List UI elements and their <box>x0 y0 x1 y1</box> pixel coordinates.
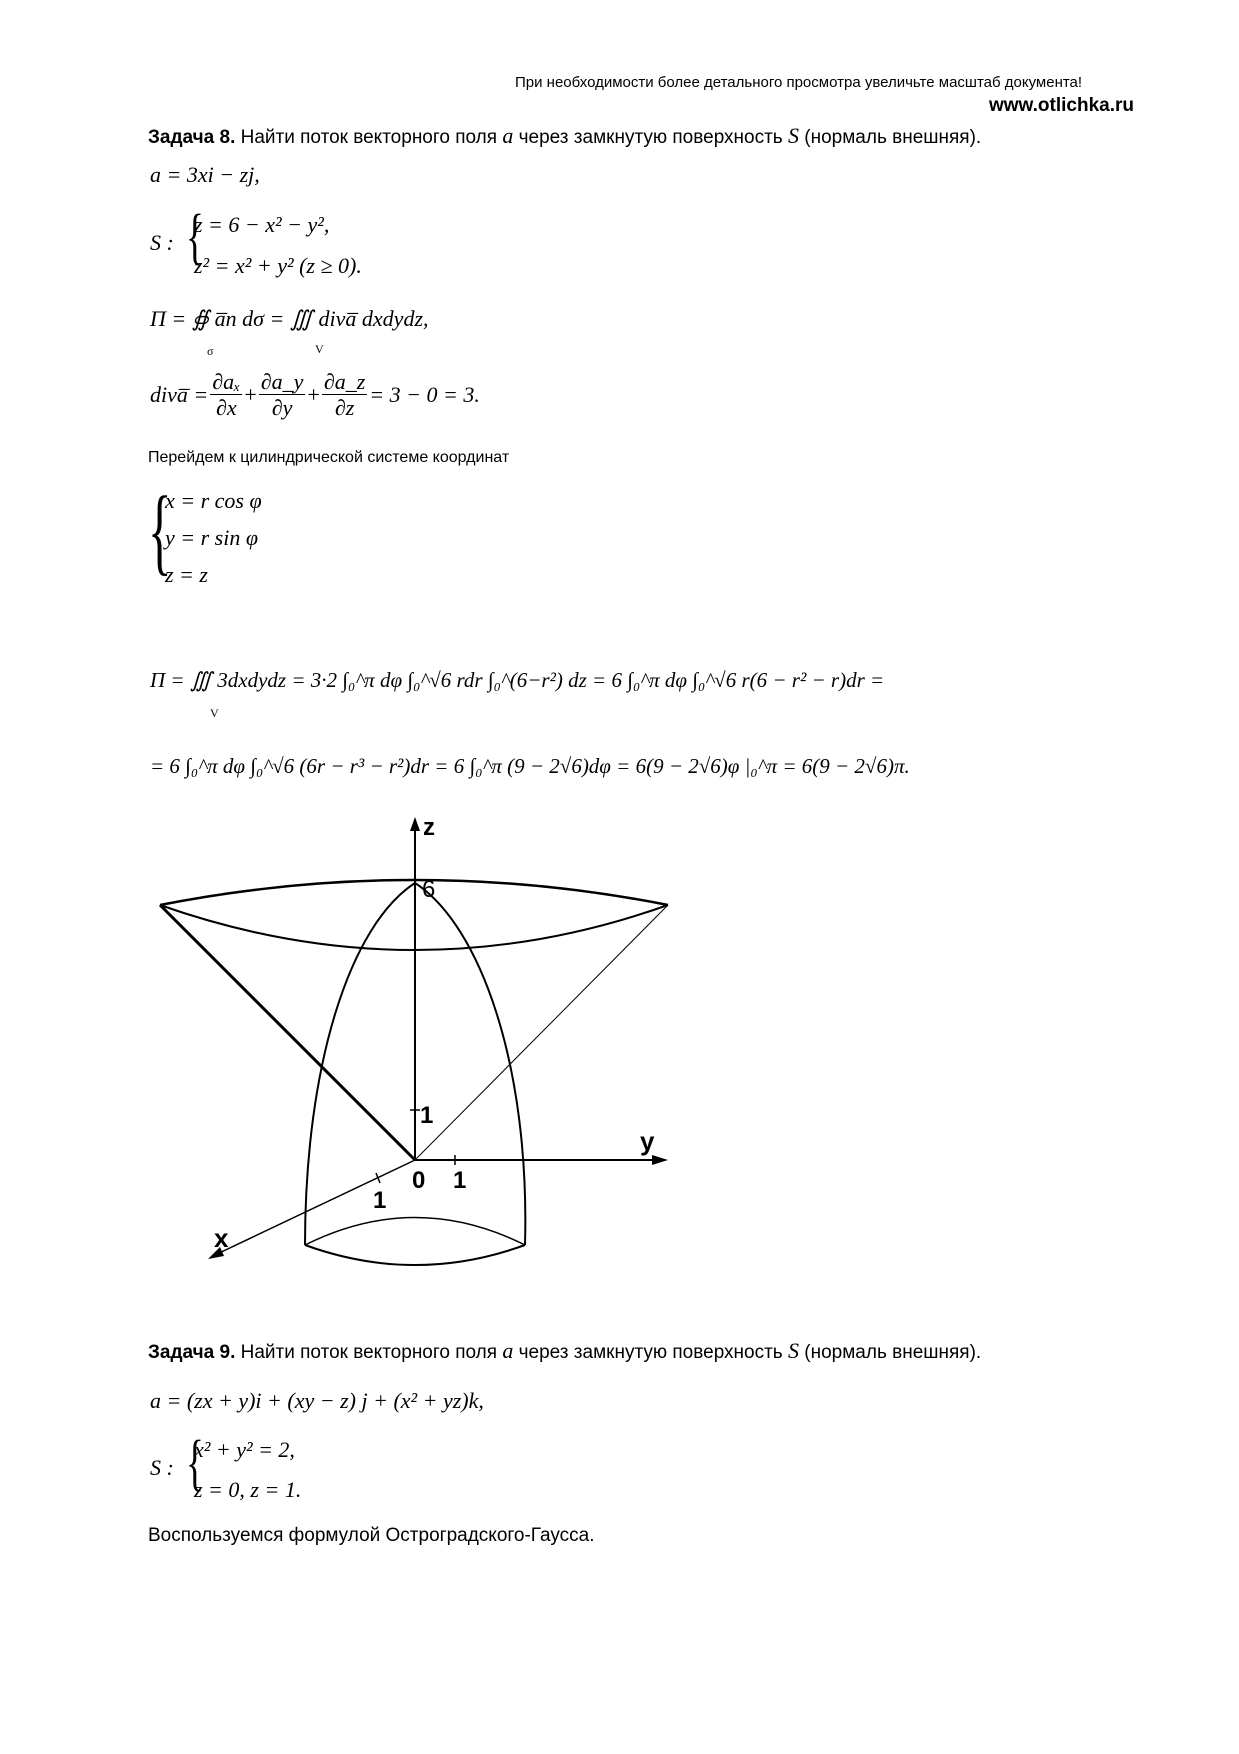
task8-integral-line-1: Π = ∭ 3dxdydz = 3·2 ∫₀^π dφ ∫₀^√6 rdr ∫₀^(6−r²) dz = 6 ∫₀^π dφ ∫₀^√6 r(6 − r² − r)dr = <box>150 668 885 692</box>
div-term-2-den: ∂y <box>271 395 293 421</box>
task8-flux-sub-v: V <box>315 342 324 356</box>
div-term-3-den: ∂z <box>334 395 355 421</box>
task8-surface-eq1: z = 6 − x² − y², <box>194 212 330 237</box>
task9-closing: Воспользуемся формулой Остроградского-Гаусса. <box>148 1525 595 1546</box>
header-note: При необходимости более детального просмотра увеличьте масштаб документа! <box>515 74 1083 91</box>
task9-text-2: через замкнутую поверхность <box>518 1342 783 1363</box>
div-term-2 <box>259 370 306 420</box>
task9-text-3: (нормаль внешняя). <box>804 1342 982 1363</box>
task8-flux-line: Π = ∯ a̅n dσ = ∭ diva̅ dxdydz, <box>150 306 429 331</box>
task9-surface-label: S : <box>150 1455 174 1480</box>
site-name: www.otlichka.ru <box>989 95 1134 116</box>
axis-z-label: z <box>423 815 435 841</box>
axis-y-label: y <box>640 1126 655 1156</box>
task9-field: a = (zx + y)i + (xy − z) j + (x² + yz)k, <box>150 1388 484 1413</box>
task8-integral-sub-v: V <box>210 706 219 720</box>
brace-icon: { <box>185 1429 204 1497</box>
task9-var-a: a <box>502 1338 514 1363</box>
task8-surface-label: S : <box>150 230 174 255</box>
task8-text-2: через замкнутую поверхность <box>518 127 783 148</box>
div-term-1-den: ∂x <box>215 395 237 421</box>
task8-cyl-text: Перейдем к цилиндрической системе координат <box>148 449 510 466</box>
label-1-x: 1 <box>373 1187 387 1214</box>
task8-cyl-eq3: z = z <box>165 562 208 587</box>
div-lhs: diva̅ = <box>150 382 209 408</box>
brace-icon: { <box>185 203 204 271</box>
task8-var-a: a <box>502 123 514 148</box>
task9-statement <box>148 1338 981 1364</box>
task8-surface-eq2: z² = x² + y² (z ≥ 0). <box>194 253 362 278</box>
task8-field: a = 3xi − zj, <box>150 162 260 187</box>
label-1-y: 1 <box>453 1167 467 1194</box>
axis-x-label: x <box>214 1223 229 1253</box>
task8-text-1: Найти поток векторного поля <box>240 127 498 148</box>
task9-var-S: S <box>788 1338 799 1363</box>
task8-integral-line-2: = 6 ∫₀^π dφ ∫₀^√6 (6r − r³ − r²)dr = 6 ∫₀^π (9 − 2√6)dφ = 6(9 − 2√6)φ |₀^π = 6(9 − 2√6)π. <box>150 754 910 778</box>
task8-statement <box>148 123 981 149</box>
z-axis-arrow-icon <box>410 817 420 831</box>
paraboloid-base-back <box>305 1218 525 1246</box>
paraboloid-base-front <box>305 1245 525 1265</box>
task8-var-S: S <box>788 123 799 148</box>
brace-icon: { <box>148 477 172 585</box>
task9-text-1: Найти поток векторного поля <box>240 1342 498 1363</box>
task8-div-line: diva̅ = $\frac{\text{∂aₓ}}{\partial x}$ + $\frac{\partial a\_y}{\partial y}$ + $\frac{\partial a\_z}{\partial z}$ = 3 − 0 = 3. <box>150 369 480 421</box>
label-6: 6 <box>422 876 436 903</box>
label-0: 0 <box>412 1167 426 1194</box>
task9-surface-eq1: x² + y² = 2, <box>194 1437 295 1462</box>
div-term-3 <box>322 370 367 420</box>
y-axis-arrow-icon <box>652 1155 668 1165</box>
cone-paraboloid-figure <box>140 815 700 1295</box>
paraboloid-right-edge <box>415 883 525 1245</box>
div-term-2-num: ∂a_y <box>260 369 304 394</box>
div-term-3-num: ∂a_z <box>323 369 366 394</box>
task8-cyl-eq2: y = r sin φ <box>165 525 259 550</box>
task8-label: Задача 8. <box>148 127 236 148</box>
div-rhs: = 3 − 0 = 3. <box>369 382 480 408</box>
div-term-1-num: ∂aₓ <box>212 369 241 394</box>
task8-cyl-eq1: x = r cos φ <box>165 488 262 513</box>
task9-label: Задача 9. <box>148 1342 236 1363</box>
cone-left-generator <box>160 905 415 1160</box>
task8-flux-sub-sigma: σ <box>207 344 214 358</box>
label-1-z: 1 <box>420 1102 434 1129</box>
cone-right-generator <box>415 905 668 1160</box>
task8-text-3: (нормаль внешняя). <box>804 127 982 148</box>
task9-surface-eq2: z = 0, z = 1. <box>194 1477 302 1502</box>
div-term-1 <box>210 370 242 420</box>
paraboloid-left-edge <box>305 883 415 1245</box>
